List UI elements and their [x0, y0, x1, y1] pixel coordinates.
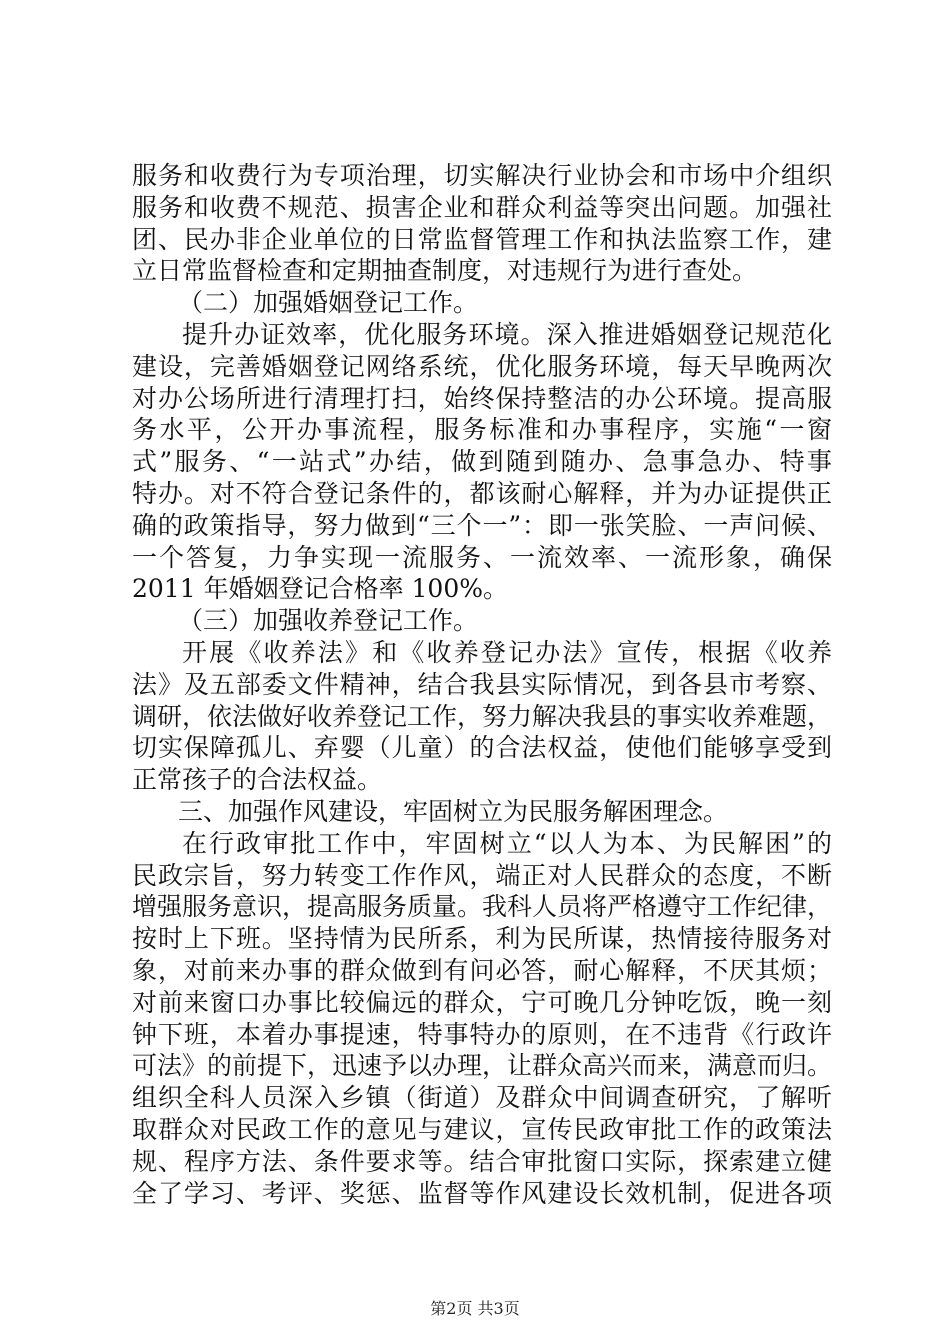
- body-line: 务水平，公开办事流程，服务标准和办事程序，实施“一窗: [132, 415, 832, 445]
- body-line: 建设，完善婚姻登记网络系统，优化服务环境，每天早晚两次: [132, 351, 832, 381]
- body-line: 一个答复，力争实现一流服务、一流效率、一流形象，确保: [132, 542, 832, 572]
- body-line: 2011 年婚姻登记合格率 100%。: [132, 574, 508, 604]
- body-line: 服务和收费行为专项治理，切实解决行业协会和市场中介组织: [132, 161, 832, 190]
- body-line: 取群众对民政工作的意见与建议，宣传民政审批工作的政策法: [132, 1114, 832, 1144]
- section-heading: （三）加强收养登记工作。: [178, 606, 479, 636]
- body-line: 服务和收费不规范、损害企业和群众利益等突出问题。加强社: [132, 192, 832, 222]
- page-number-footer: 第2页 共3页: [430, 1299, 520, 1318]
- body-line: 象，对前来办事的群众做到有问必答，耐心解释，不厌其烦；: [132, 955, 832, 985]
- body-line: 特办。对不符合登记条件的，都该耐心解释，并为办证提供正: [132, 478, 832, 508]
- document-body: [132, 160, 832, 1209]
- body-line: 正常孩子的合法权益。: [132, 765, 383, 795]
- body-line: 确的政策指导，努力做到“三个一”：即一张笑脸、一声问候、: [132, 510, 832, 540]
- body-line: 法》及五部委文件精神，结合我县实际情况，到各县市考察、: [132, 669, 832, 699]
- body-line: 全了学习、考评、奖惩、监督等作风建设长效机制，促进各项: [132, 1178, 832, 1208]
- body-line: 钟下班，本着办事提速，特事特办的原则，在不违背《行政许: [132, 1019, 832, 1049]
- body-line: 规、程序方法、条件要求等。结合审批窗口实际，探索建立健: [132, 1146, 832, 1176]
- body-line: 团、民办非企业单位的日常监督管理工作和执法监察工作，建: [132, 224, 832, 254]
- body-line: 在行政审批工作中，牢固树立“以人为本、为民解困”的: [182, 828, 832, 858]
- body-line: 立日常监督检查和定期抽查制度，对违规行为进行查处。: [132, 256, 758, 286]
- body-line: 对前来窗口办事比较偏远的群众，宁可晚几分钟吃饭，晚一刻: [132, 987, 832, 1017]
- body-line: 调研，依法做好收养登记工作，努力解决我县的事实收养难题，: [132, 701, 833, 731]
- body-line: 民政宗旨，努力转变工作作风，端正对人民群众的态度，不断: [132, 860, 832, 890]
- body-line: 提升办证效率，优化服务环境。深入推进婚姻登记规范化: [182, 319, 832, 349]
- body-line: 开展《收养法》和《收养登记办法》宣传，根据《收养: [182, 637, 832, 667]
- body-line: 组织全科人员深入乡镇（街道）及群众中间调查研究，了解听: [132, 1083, 832, 1113]
- section-heading: （二）加强婚姻登记工作。: [178, 288, 479, 318]
- body-line: 增强服务意识，提高服务质量。我科人员将严格遵守工作纪律，: [132, 892, 833, 922]
- body-line: 按时上下班。坚持情为民所系，利为民所谋，热情接待服务对: [132, 924, 832, 954]
- section-heading: 三、加强作风建设，牢固树立为民服务解困理念。: [178, 796, 729, 826]
- body-line: 切实保障孤儿、弃婴（儿童）的合法权益，使他们能够享受到: [132, 733, 832, 763]
- body-line: 式”服务、“一站式”办结，做到随到随办、急事急办、特事: [132, 447, 832, 477]
- body-line: 对办公场所进行清理打扫，始终保持整洁的办公环境。提高服: [132, 383, 832, 413]
- body-line: 可法》的前提下，迅速予以办理，让群众高兴而来，满意而归。: [132, 1051, 833, 1081]
